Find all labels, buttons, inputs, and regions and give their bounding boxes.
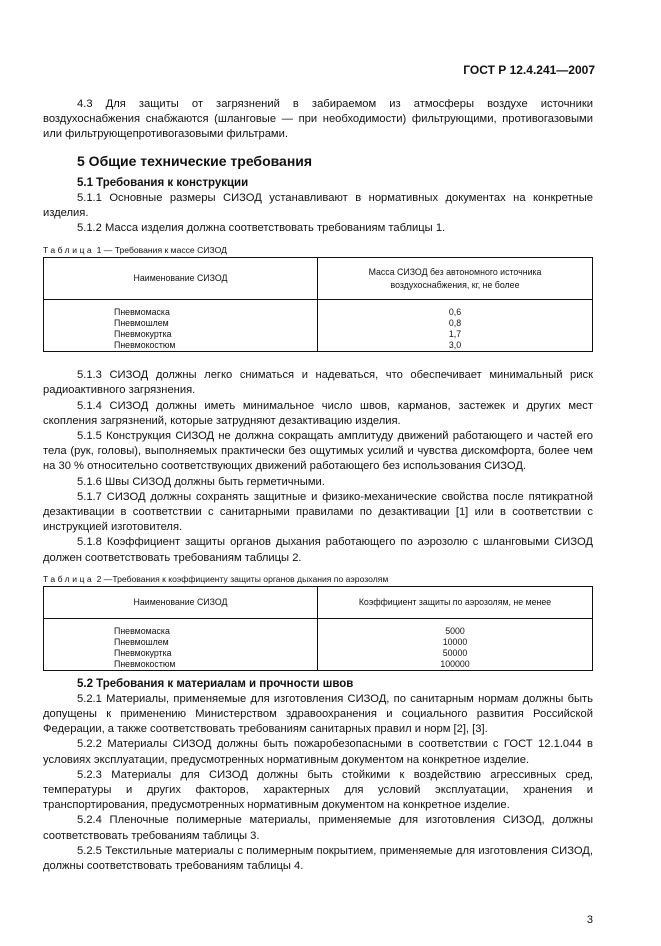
table-1 [43,257,593,352]
cell-value: 5000 [318,618,593,637]
cell-name: Пневмомаска [44,300,318,319]
subsection-heading-5-1: 5.1 Требования к конструкции [77,176,249,189]
cell-value: 1,7 [318,329,593,340]
table-row [44,637,593,648]
table-row [44,648,593,659]
section-heading-5: 5 Общие технические требования [77,152,313,169]
cell-name: Пневмокуртка [44,329,318,340]
paragraph-5-1-7: 5.1.7 СИЗОД должны сохранять защитные и физико-механические свойства после пятикратной дезактивации в соответствии с санитарными правилами по дезактивации [1] или в соответствии с инструкцией изготовителя. [43,490,593,534]
table-row [44,329,593,340]
table-row [44,300,593,319]
cell-name: Пневмомаска [44,618,318,637]
paragraph-5-1-5: 5.1.5 Конструкция СИЗОД не должна сокращать амплитуду движений работающего и частей его тела (рук, головы), выполняемых практически без ощутимых усилий и чувства дискомфорта, более чем на 30 % относительно соответствующих движений работающего без использования СИЗОД. [43,430,593,473]
cell-value: 0,6 [318,300,593,319]
page-number: 3 [586,914,593,927]
subsection-heading-5-2: 5.2 Требования к материалам и прочности швов [77,677,354,690]
paragraph-5-2-5: 5.2.5 Текстильные материалы с полимерным покрытием, применяемые для изготовления СИЗОД, должны соответствовать требованиям таблицы 4. [43,844,593,873]
table-header: Коэффициент защиты по аэрозолям, не менее [318,586,593,618]
paragraph-5-1-4: 5.1.4 СИЗОД должны иметь минимальное число швов, карманов, застежек и других мест скопления загрязнений, которые затрудняют дезактивацию изделия. [43,399,593,427]
caption-label: Таблица [43,245,95,256]
paragraph-5-2-2: 5.2.2 Материалы СИЗОД должны быть пожаробезопасными в соответствии с ГОСТ 12.1.044 в условиях эксплуатации, предусмотренных нормативным документом на конкретное изделие. [43,738,593,766]
cell-name: Пневмошлем [44,637,318,648]
table-1-caption [43,245,593,256]
table-row [44,318,593,329]
paragraph-5-2-1: 5.2.1 Материалы, применяемые для изготовления СИЗОД, по санитарным нормам должны быть допущены к применению Министерством здравоохранения и социального развития Российской Федерации, а также соответствовать требованиям санитарных правил и норм [2], [3]. [43,692,593,736]
paragraph-5-2-3: 5.2.3 Материалы для СИЗОД должны быть стойкими к воздействию агрессивных сред, температуры и других факторов, характерных для условий эксплуатации, хранения и транспортирования, предусмотренных нормативным документом на конкретное изделие. [43,768,593,812]
cell-value: 100000 [318,659,593,671]
cell-value: 0,8 [318,318,593,329]
paragraph-5-1-3: 5.1.3 СИЗОД должны легко сниматься и надеваться, что обеспечивает минимальный риск радиоактивного загрязнения. [43,369,593,397]
table-row [44,659,593,671]
cell-value: 10000 [318,637,593,648]
caption-text: 1 — Требования к массе СИЗОД [96,245,227,256]
paragraph-5-1-2: 5.1.2 Масса изделия должна соответствовать требованиям таблицы 1. [77,222,446,235]
paragraph-5-2-4: 5.2.4 Пленочные полимерные материалы, применяемые для изготовления СИЗОД, должны соответствовать требованиям таблицы 3. [43,814,593,842]
paragraph-5-1-8: 5.1.8 Коэффициент защиты органов дыхания работающего по аэрозолю с шланговыми СИЗОД должен соответствовать требованиям таблицы 2. [43,536,593,564]
table-header: Наименование СИЗОД [44,586,318,618]
document-header: ГОСТ Р 12.4.241—2007 [463,63,595,77]
table-row [44,340,593,352]
cell-name: Пневмокуртка [44,648,318,659]
cell-name: Пневмокостюм [44,340,318,352]
cell-value: 3,0 [318,340,593,352]
table-row [44,618,593,637]
caption-text: 2 —Требования к коэффициенту защиты органов дыхания по аэрозолям [96,573,389,584]
table-header: Наименование СИЗОД [44,258,318,300]
paragraph-5-1-6: 5.1.6 Швы СИЗОД должны быть герметичными. [77,475,325,488]
paragraph-5-1-1: 5.1.1 Основные размеры СИЗОД устанавливают в нормативных документах на конкретные изделия. [43,191,593,219]
cell-name: Пневмошлем [44,318,318,329]
caption-label: Таблица [43,573,95,584]
table-2-caption [43,574,593,585]
paragraph-4-3: 4.3 Для защиты от загрязнений в забираемом из атмосферы воздухе источники воздухоснабжения снабжаются (шланговые — при необходимости) фильтрующими, противогазовыми или фильтрующепротивогазовыми фильтрами. [43,98,593,141]
document-body [43,0,593,946]
cell-name: Пневмокостюм [44,659,318,671]
cell-value: 50000 [318,648,593,659]
table-2 [43,586,593,671]
table-header: Масса СИЗОД без автономного источника воздухоснабжения, кг, не более [318,258,593,300]
